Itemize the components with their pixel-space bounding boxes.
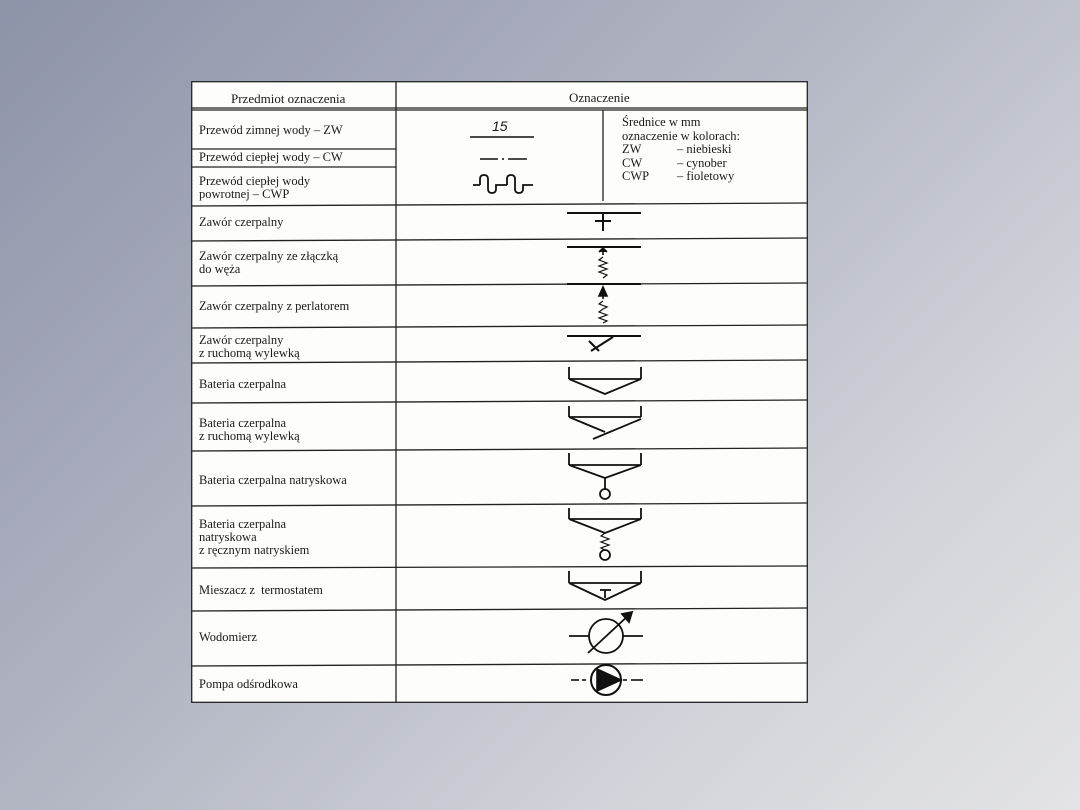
row-label-centrifugal-pump: Pompa odśrodkowa bbox=[199, 677, 298, 691]
mixer-swivel-spout-icon bbox=[569, 406, 641, 439]
legend-color: – fioletowy bbox=[677, 169, 735, 183]
row-label-valve-hose: Zawór czerpalny ze złączką do węża bbox=[199, 249, 339, 276]
row-label-valve-swivel: Zawór czerpalny z ruchomą wylewką bbox=[199, 333, 300, 360]
valve-swivel-spout-icon bbox=[567, 336, 641, 351]
pipe-diameter-label: 15 bbox=[492, 118, 508, 134]
symbols-layer bbox=[191, 81, 808, 703]
valve-hose-icon bbox=[567, 247, 641, 278]
legend-code: CW bbox=[622, 155, 643, 170]
row-label-valve-aerator: Zawór czerpalny z perlatorem bbox=[199, 299, 350, 313]
legend-title-1: Średnice w mm bbox=[622, 115, 701, 129]
row-label-draw-off-valve: Zawór czerpalny bbox=[199, 215, 284, 229]
row-label-hot-water: Przewód ciepłej wody – CW bbox=[199, 150, 343, 164]
row-label-cold-water: Przewód zimnej wody – ZW bbox=[199, 123, 343, 137]
row-label-mixer-swivel: Bateria czerpalna z ruchomą wylewką bbox=[199, 416, 300, 443]
water-meter-icon bbox=[569, 612, 643, 653]
shower-mixer-icon bbox=[569, 453, 641, 499]
row-label-return-hot-water: Przewód ciepłej wody powrotnej – CWP bbox=[199, 174, 311, 201]
row-label-hand-shower-mixer: Bateria czerpalna natryskowa z ręcznym natryskiem bbox=[199, 517, 310, 557]
legend-code: CWP bbox=[622, 169, 650, 183]
row-label-shower-mixer: Bateria czerpalna natryskowa bbox=[199, 473, 347, 487]
legend-code: ZW bbox=[622, 142, 642, 156]
thermostatic-mixer-icon bbox=[569, 571, 641, 600]
return-hot-water-pipe-icon bbox=[473, 175, 533, 193]
symbol-table bbox=[191, 81, 808, 703]
centrifugal-pump-icon bbox=[571, 665, 643, 695]
legend-color: – cynober bbox=[677, 155, 727, 170]
header-symbol: Oznaczenie bbox=[569, 90, 630, 105]
valve-aerator-icon bbox=[567, 284, 641, 323]
draw-off-valve-icon bbox=[567, 213, 641, 231]
legend-color: – niebieski bbox=[677, 142, 732, 156]
row-label-thermostatic-mixer: Mieszacz z termostatem bbox=[199, 583, 323, 597]
mixer-tap-icon bbox=[569, 367, 641, 394]
row-label-water-meter: Wodomierz bbox=[199, 630, 258, 644]
header-subject: Przedmiot oznaczenia bbox=[231, 91, 346, 106]
hand-shower-mixer-icon bbox=[569, 508, 641, 560]
row-label-mixer-tap: Bateria czerpalna bbox=[199, 377, 287, 391]
legend-title-2: oznaczenie w kolorach: bbox=[622, 128, 740, 143]
